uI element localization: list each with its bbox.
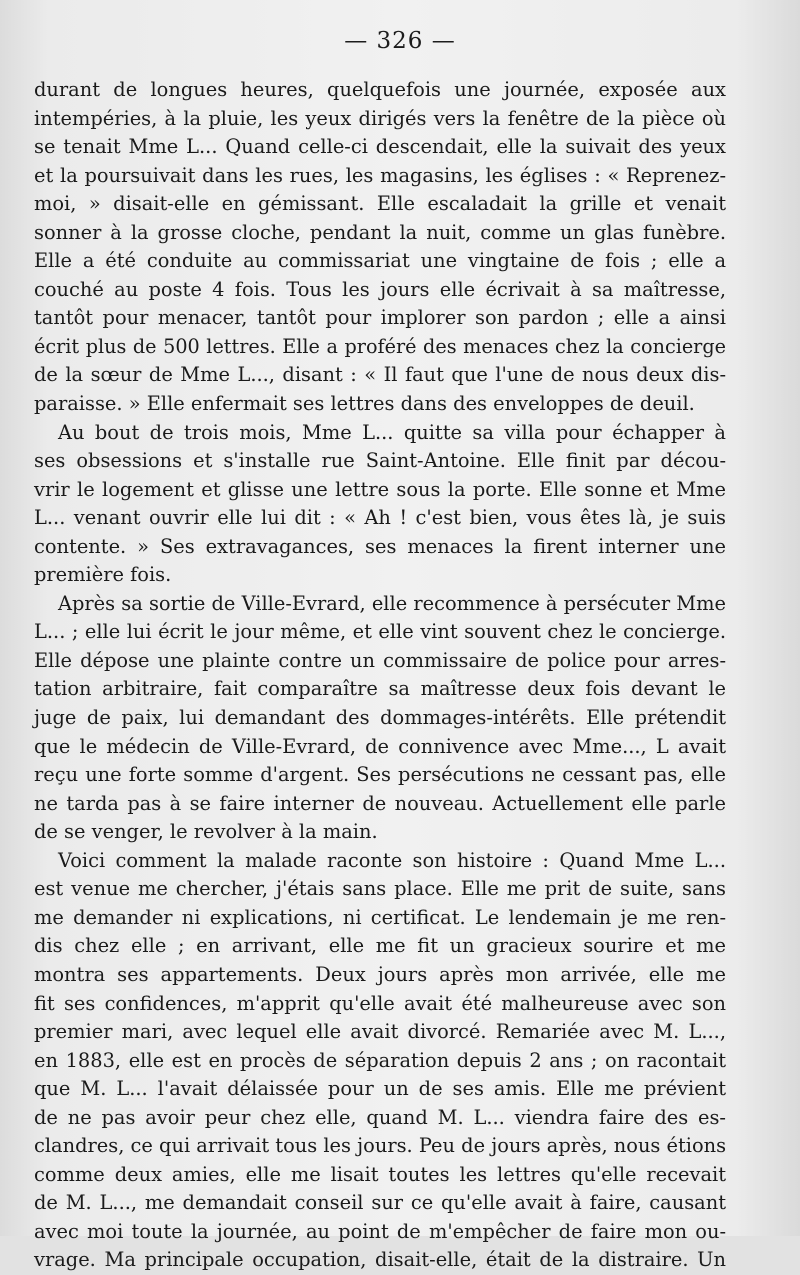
text-line: première fois. bbox=[34, 563, 172, 587]
body-text bbox=[34, 76, 726, 1275]
text-line: sonner à la grosse cloche, pendant la nuit, comme un glas funèbre. bbox=[34, 220, 726, 244]
text-line: L... ; elle lui écrit le jour même, et elle vint souvent chez le concierge. bbox=[34, 620, 726, 644]
text-line: ses obsessions et s'installe rue Saint-Antoine. Elle finit par décou- bbox=[34, 449, 726, 473]
text-line: Au bout de trois mois, Mme L... quitte sa villa pour échapper à bbox=[58, 420, 726, 444]
text-line: vrage. Ma principale occupation, disait-elle, était de la distraire. Un bbox=[34, 1248, 726, 1272]
text-line: couché au poste 4 fois. Tous les jours elle écrivait à sa maîtresse, bbox=[34, 277, 726, 301]
text-line: dis chez elle ; en arrivant, elle me fit un gracieux sourire et me bbox=[34, 934, 726, 958]
text-line: tation arbitraire, fait comparaître sa maîtresse deux fois devant le bbox=[34, 677, 726, 701]
text-line: écrit plus de 500 lettres. Elle a proféré des menaces chez la concierge bbox=[34, 334, 726, 358]
text-line: se tenait Mme L... Quand celle-ci descendait, elle la suivait des yeux bbox=[34, 135, 726, 159]
text-line: L... venant ouvrir elle lui dit : « Ah ! c'est bien, vous êtes là, je suis bbox=[34, 506, 726, 530]
text-line: Voici comment la malade raconte son histoire : Quand Mme L... bbox=[58, 848, 726, 872]
text-line: moi, » disait-elle en gémissant. Elle escaladait la grille et venait bbox=[34, 192, 726, 216]
text-line: vrir le logement et glisse une lettre sous la porte. Elle sonne et Mme bbox=[34, 477, 726, 501]
text-line: fit ses confidences, m'apprit qu'elle avait été malheureuse avec son bbox=[34, 991, 726, 1015]
text-line: contente. » Ses extravagances, ses menaces la firent interner une bbox=[34, 534, 726, 558]
text-line: de M. L..., me demandait conseil sur ce qu'elle avait à faire, causant bbox=[34, 1191, 726, 1215]
text-line: Elle a été conduite au commissariat une vingtaine de fois ; elle a bbox=[34, 249, 726, 273]
text-line: de la sœur de Mme L..., disant : « Il faut que l'une de nous deux dis- bbox=[34, 363, 726, 387]
text-line: Après sa sortie de Ville-Evrard, elle recommence à persécuter Mme bbox=[58, 591, 726, 615]
text-line: reçu une forte somme d'argent. Ses persécutions ne cessant pas, elle bbox=[34, 763, 726, 787]
text-line: clandres, ce qui arrivait tous les jours. Peu de jours après, nous étions bbox=[34, 1134, 727, 1158]
text-line: que le médecin de Ville-Evrard, de connivence avec Mme..., L avait bbox=[34, 734, 726, 758]
text-line: juge de paix, lui demandant des dommages-intérêts. Elle prétendit bbox=[34, 706, 726, 730]
text-line: comme deux amies, elle me lisait toutes les lettres qu'elle recevait bbox=[34, 1162, 726, 1186]
text-line: avec moi toute la journée, au point de m'empêcher de faire mon ou- bbox=[34, 1219, 726, 1243]
text-line: montra ses appartements. Deux jours après mon arrivée, elle me bbox=[34, 962, 726, 986]
text-line: que M. L... l'avait délaissée pour un de ses amis. Elle me prévient bbox=[34, 1077, 726, 1101]
text-line: me demander ni explications, ni certificat. Le lendemain je me ren- bbox=[34, 905, 726, 929]
text-line: intempéries, à la pluie, les yeux dirigés vers la fenêtre de la pièce où bbox=[34, 106, 726, 130]
text-line: tantôt pour menacer, tantôt pour implorer son pardon ; elle a ainsi bbox=[34, 306, 726, 330]
text-line: en 1883, elle est en procès de séparation depuis 2 ans ; on racontait bbox=[34, 1048, 726, 1072]
text-line: et la poursuivait dans les rues, les magasins, les églises : « Reprenez- bbox=[34, 163, 726, 187]
text-line: paraisse. » Elle enfermait ses lettres dans des enveloppes de deuil. bbox=[34, 392, 695, 416]
text-line: durant de longues heures, quelquefois une journée, exposée aux bbox=[34, 78, 726, 101]
page-number: — 326 — bbox=[344, 28, 456, 54]
text-line: Elle dépose une plainte contre un commissaire de police pour arres- bbox=[34, 648, 726, 672]
text-line: ne tarda pas à se faire interner de nouveau. Actuellement elle parle bbox=[34, 791, 726, 815]
text-line: est venue me chercher, j'étais sans place. Elle me prit de suite, sans bbox=[34, 877, 726, 901]
text-line: premier mari, avec lequel elle avait divorcé. Remariée avec M. L..., bbox=[34, 1020, 726, 1044]
text-line: de ne pas avoir peur chez elle, quand M. L... viendra faire des es- bbox=[34, 1105, 726, 1129]
text-line: de se venger, le revolver à la main. bbox=[34, 820, 378, 844]
